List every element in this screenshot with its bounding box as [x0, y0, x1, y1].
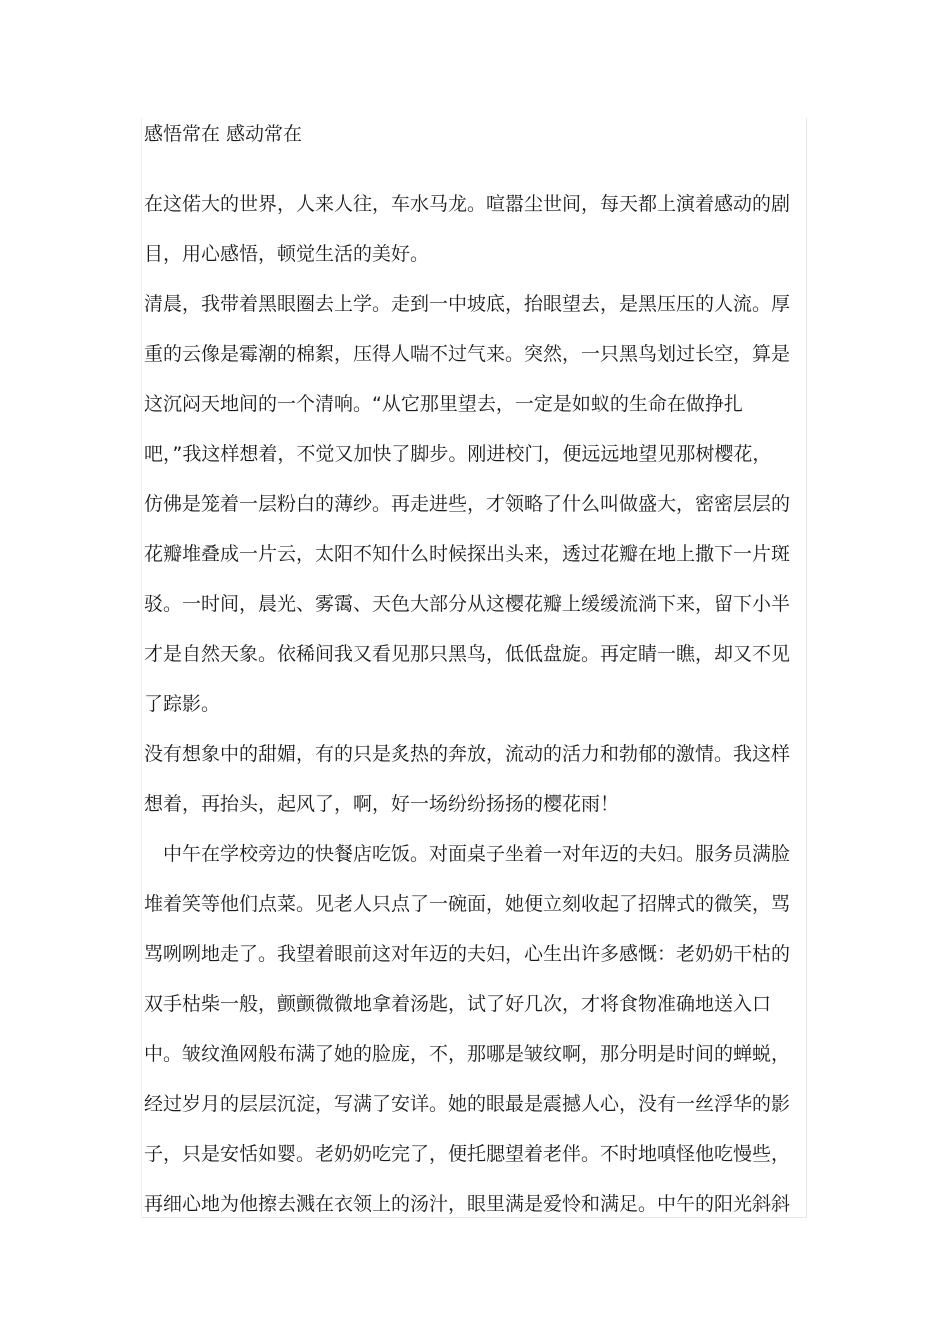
- paragraph-morning: [144, 279, 800, 729]
- paragraph-intro: [144, 179, 800, 279]
- text-line: 清晨，我带着黑眼圈去上学。走到一中坡底，抬眼望去，是黑压压的人流。厚: [144, 293, 791, 315]
- paragraph-noon: [144, 829, 800, 1229]
- text-line: 了踪影。: [144, 693, 221, 715]
- text-line: 堆着笑等他们点菜。见老人只点了一碗面，她便立刻收起了招牌式的微笑，骂: [144, 893, 791, 915]
- paragraph-sakura-rain: [144, 729, 800, 829]
- text-line: 中。皱纹渔网般布满了她的脸庞，不，那哪是皱纹啊，那分明是时间的蝉蜕，: [144, 1043, 791, 1065]
- title-spacer: [144, 153, 800, 179]
- text-line: 双手枯柴一般，颤颤微微地拿着汤匙，试了好几次，才将食物准确地送入口: [144, 993, 772, 1015]
- text-line: 这沉闷天地间的一个清响。“从它那里望去，一定是如蚁的生命在做挣扎: [144, 393, 743, 415]
- text-line: 目，用心感悟，顿觉生活的美好。: [144, 243, 430, 265]
- text-line: 没有想象中的甜媚，有的只是炙热的奔放，流动的活力和勃郁的激情。我这样: [144, 743, 791, 765]
- text-line: 再细心地为他擦去溅在衣领上的汤汁，眼里满是爱怜和满足。中午的阳光斜斜: [144, 1193, 791, 1215]
- text-line: 想着，再抬头，起风了，啊，好一场纷纷扬扬的樱花雨！: [144, 793, 620, 815]
- text-line: 中午在学校旁边的快餐店吃饭。对面桌子坐着一对年迈的夫妇。服务员满脸: [144, 843, 791, 865]
- document-body: [144, 119, 800, 1229]
- text-line: 在这偌大的世界，人来人往，车水马龙。喧嚣尘世间，每天都上演着感动的剧: [144, 193, 791, 215]
- text-line: 仿佛是笼着一层粉白的薄纱。再走进些，才领略了什么叫做盛大，密密层层的: [144, 493, 791, 515]
- text-line: 才是自然天象。依稀间我又看见那只黑鸟，低低盘旋。再定睛一瞧，却又不见: [144, 643, 791, 665]
- text-line: 骂咧咧地走了。我望着眼前这对年迈的夫妇，心生出许多感慨：老奶奶干枯的: [144, 943, 791, 965]
- text-line: 吧，”我这样想着，不觉又加快了脚步。刚进校门，便远远地望见那树樱花，: [144, 443, 772, 465]
- text-line: 花瓣堆叠成一片云，太阳不知什么时候探出头来，透过花瓣在地上撒下一片斑: [144, 543, 791, 565]
- document-title: 感悟常在 感动常在: [144, 123, 303, 145]
- text-line: 经过岁月的层层沉淀，写满了安详。她的眼最是震撼人心，没有一丝浮华的影: [144, 1093, 791, 1115]
- text-line: 子，只是安恬如婴。老奶奶吃完了，便托腮望着老伴。不时地嗔怪他吃慢些，: [144, 1143, 791, 1165]
- text-line: 驳。一时间，晨光、雾霭、天色大部分从这樱花瓣上缓缓流淌下来，留下小半: [144, 593, 791, 615]
- text-line: 重的云像是霉潮的棉絮，压得人喘不过气来。突然，一只黑鸟划过长空，算是: [144, 343, 791, 365]
